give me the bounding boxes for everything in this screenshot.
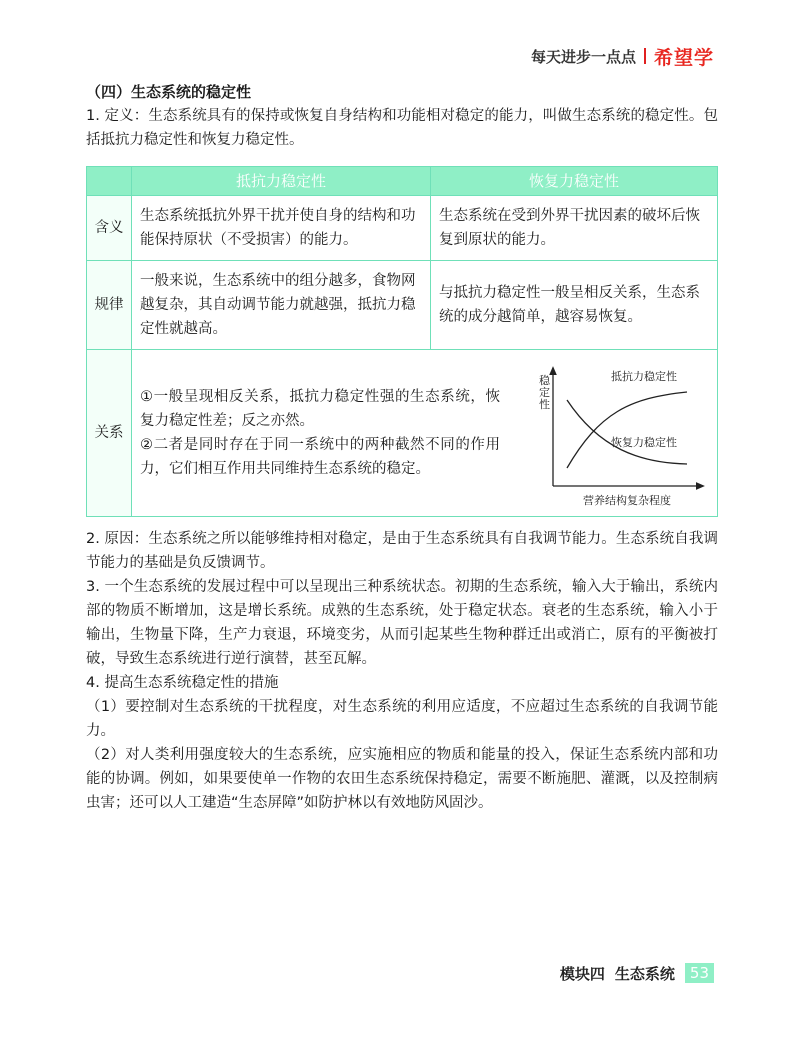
curve-label-resilience: 恢复力稳定性 [611,436,677,449]
table-header-row [87,167,718,196]
page-number: 53 [685,963,714,983]
cell-meaning-resistance: 生态系统抵抗外界干扰并使自身的结构和功能保持原状（不受损害）的能力。 [132,196,431,261]
cell-relation [132,350,718,517]
relation-point-2: ②二者是同时存在于同一系统中的两种截然不同的作用力，它们相互作用共同维持生态系统的稳定。 [140,437,500,477]
resistance-curve [567,392,687,468]
cell-pattern-resilience: 与抵抗力稳定性一般呈相反关系，生态系统的成分越简单，越容易恢复。 [431,261,718,350]
table-row-relation [87,350,718,517]
stability-table [86,166,718,517]
cell-meaning-resilience: 生态系统在受到外界干扰因素的破坏后恢复到原状的能力。 [431,196,718,261]
y-axis-label-3: 性 [539,398,550,411]
row-label-pattern: 规律 [87,261,132,350]
row-label-relation: 关系 [87,350,132,517]
page-footer [560,962,714,984]
header-divider [644,48,646,64]
footer-chapter: 生态系统 [614,964,675,983]
table-row-pattern [87,261,718,350]
table-corner-cell [87,167,132,196]
footer-module: 模块四 [559,964,605,983]
paragraph-measure-2: （2）对人类利用强度较大的生态系统，应实施相应的物质和能量的投入，保证生态系统内部和功能的协调。例如，如果要使单一作物的农田生态系统保持稳定，需要不断施肥、灌溉，以及控制病虫害；还可以人工建造“生态屏障”如防护林以有效地防风固沙。 [86,747,718,811]
page-header [531,44,714,68]
relation-wrap [140,358,709,508]
column-header-resistance: 抵抗力稳定性 [132,167,431,196]
brand-logo: 希望学 [653,46,714,69]
cell-pattern-resistance: 一般来说，生态系统中的组分越多，食物网越复杂，其自动调节能力就越强，抵抗力稳定性就越高。 [132,261,431,350]
curve-label-resistance: 抵抗力稳定性 [611,370,677,383]
row-label-meaning: 含义 [87,196,132,261]
stability-graph [539,358,709,508]
definition-paragraph: 1. 定义：生态系统具有的保持或恢复自身结构和功能相对稳定的能力，叫做生态系统的稳定性。包括抵抗力稳定性和恢复力稳定性。 [86,108,718,148]
paragraph-cause: 2. 原因：生态系统之所以能够维持相对稳定，是由于生态系统具有自我调节能力。生态系统自我调节能力的基础是负反馈调节。 [86,531,718,571]
header-slogan: 每天进步一点点 [530,47,636,66]
paragraph-states: 3. 一个生态系统的发展过程中可以呈现出三种系统状态。初期的生态系统，输入大于输出，系统内部的物质不断增加，这是增长系统。成熟的生态系统，处于稳定状态。衰老的生态系统，输入小于输出，生物量下降，生产力衰退，环境变劣，从而引起某些生物种群迁出或消亡，原有的平衡被打破，导致生态系统进行逆行演替，甚至瓦解。 [86,579,718,667]
x-axis-label: 营养结构复杂程度 [583,494,671,507]
paragraph-measure-1: （1）要控制对生态系统的干扰程度，对生态系统的利用应适度，不应超过生态系统的自我调节能力。 [86,699,718,739]
table-row-meaning [87,196,718,261]
resilience-curve [567,400,687,464]
page-content [86,80,718,815]
relation-text [140,385,500,481]
y-axis-label-1: 稳 [539,374,550,387]
column-header-resilience: 恢复力稳定性 [431,167,718,196]
relation-point-1: ①一般呈现相反关系，抵抗力稳定性强的生态系统，恢复力稳定性差；反之亦然。 [140,389,500,429]
paragraph-measures-title: 4. 提高生态系统稳定性的措施 [86,675,279,691]
section-title: （四）生态系统的稳定性 [86,83,252,101]
y-axis-label-2: 定 [539,386,550,399]
